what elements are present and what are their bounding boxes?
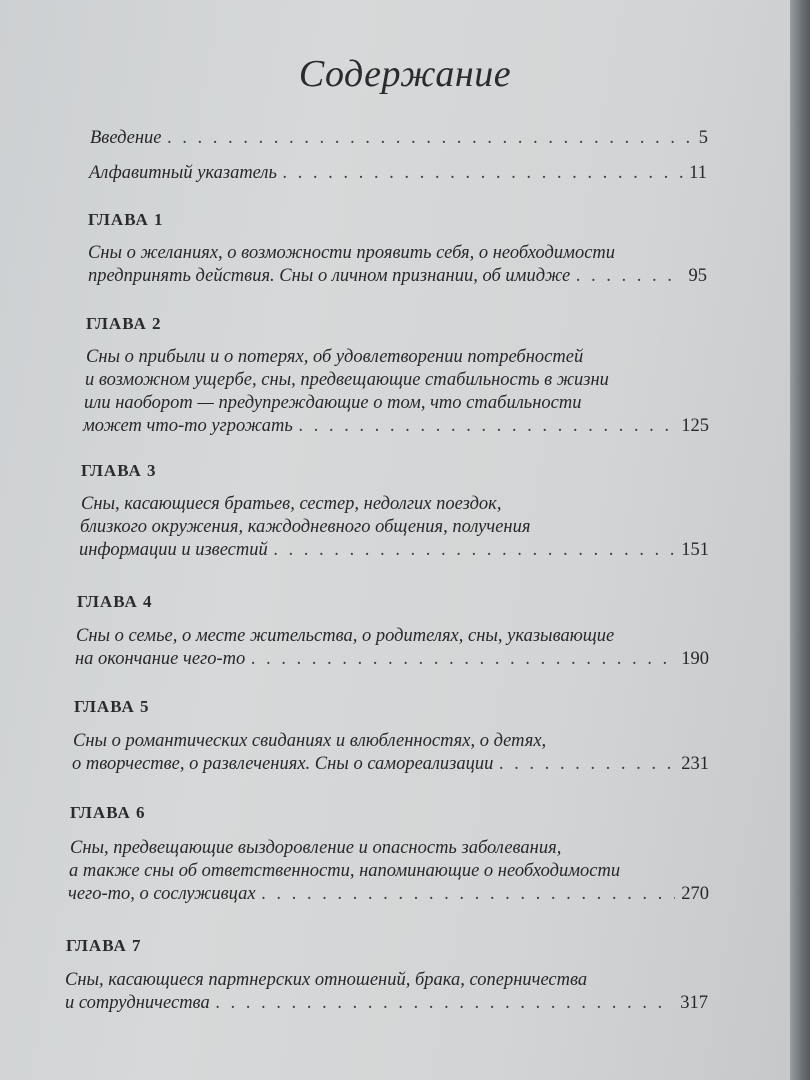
- leader-dots: [274, 540, 676, 561]
- chapter-1-line-1: Сны о желаниях, о возможности проявить себя, о необходимости: [88, 243, 616, 263]
- page-title: Содержание: [298, 53, 512, 95]
- toc-entry-chapter-1: [88, 266, 707, 287]
- chapter-3-line-1: Сны, касающиеся братьев, сестер, недолгих поездок,: [81, 494, 502, 514]
- page-number: 270: [681, 884, 709, 904]
- page-number: 95: [688, 266, 707, 286]
- leader-dots: [216, 993, 675, 1014]
- chapter-heading-7: ГЛАВА 7: [66, 936, 142, 955]
- page-number: 317: [680, 993, 708, 1013]
- chapter-7-line-1: Сны, касающиеся партнерских отношений, брака, соперничества: [65, 970, 588, 990]
- chapter-6-line-1: Сны, предвещающие выздоровление и опасность заболевания,: [70, 838, 562, 858]
- chapter-5-line-1: Сны о романтических свиданиях и влюбленностях, о детях,: [73, 731, 547, 751]
- toc-entry-chapter-3: [79, 540, 709, 561]
- chapter-6-line-2: а также сны об ответственности, напоминающие о необходимости: [69, 861, 621, 881]
- leader-dots: [262, 884, 676, 905]
- toc-entry-index: [89, 163, 707, 184]
- page-edge: [790, 0, 810, 1080]
- entry-text: информации и известий: [79, 540, 268, 560]
- leader-dots: [499, 754, 675, 775]
- chapter-3-line-2: близкого окружения, каждодневного общения, получения: [80, 517, 531, 537]
- chapter-heading-1: ГЛАВА 1: [88, 210, 164, 229]
- chapter-heading-5: ГЛАВА 5: [74, 697, 150, 716]
- page-number: 5: [698, 128, 708, 148]
- leader-dots: [299, 416, 675, 437]
- page-number: 11: [689, 163, 707, 183]
- leader-dots: [251, 649, 675, 670]
- chapter-heading-2: ГЛАВА 2: [86, 314, 162, 333]
- leader-dots: [576, 266, 682, 287]
- chapter-heading-4: ГЛАВА 4: [77, 592, 153, 611]
- chapter-heading-6: ГЛАВА 6: [70, 803, 146, 822]
- toc-entry-chapter-2: [83, 416, 709, 437]
- chapter-heading-3: ГЛАВА 3: [81, 461, 157, 480]
- leader-dots: [168, 128, 693, 149]
- entry-text: на окончание чего-то: [75, 649, 246, 669]
- entry-text: Введение: [90, 128, 162, 148]
- leader-dots: [283, 163, 683, 184]
- entry-text: может что-то угрожать: [83, 416, 293, 436]
- entry-text: Алфавитный указатель: [89, 163, 277, 183]
- chapter-2-line-1: Сны о прибыли и о потерях, об удовлетворении потребностей: [86, 347, 584, 367]
- entry-text: предпринять действия. Сны о личном признании, об имидже: [88, 266, 571, 286]
- toc-entry-chapter-5: [72, 754, 709, 775]
- page-number: 190: [681, 649, 709, 669]
- page-number: 231: [681, 754, 709, 774]
- entry-text: и сотрудничества: [65, 993, 210, 1013]
- entry-text: о творчестве, о развлечениях. Сны о самореализации: [72, 754, 494, 774]
- toc-entry-chapter-6: [68, 884, 709, 905]
- toc-entry-chapter-7: [65, 993, 708, 1014]
- chapter-2-line-2: и возможном ущербе, сны, предвещающие стабильность в жизни: [85, 370, 609, 390]
- chapter-4-line-1: Сны о семье, о месте жительства, о родителях, сны, указывающие: [76, 626, 615, 646]
- toc-entry-introduction: [90, 128, 708, 149]
- page-number: 125: [681, 416, 709, 436]
- page-number: 151: [681, 540, 709, 560]
- chapter-2-line-3: или наоборот — предупреждающие о том, что стабильности: [84, 393, 582, 413]
- entry-text: чего-то, о сослуживцах: [68, 884, 256, 904]
- toc-entry-chapter-4: [75, 649, 709, 670]
